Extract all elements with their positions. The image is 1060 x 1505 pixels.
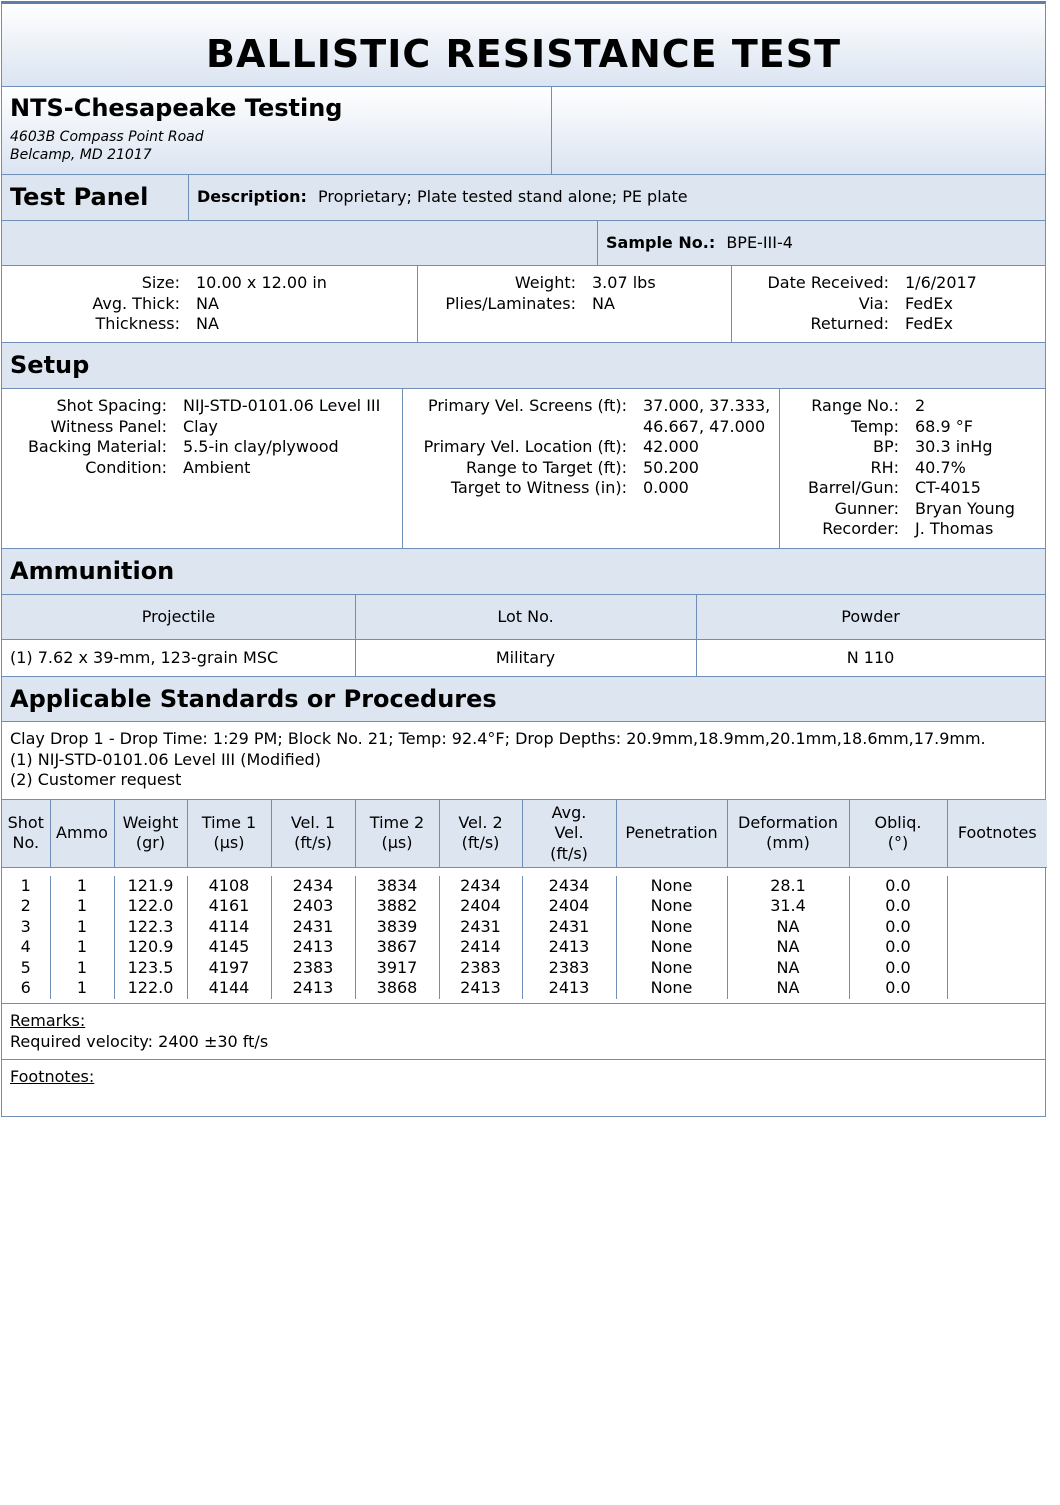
shots-col-header-line: Penetration — [625, 823, 718, 842]
table-row — [2, 917, 1047, 938]
shots-col-header — [849, 800, 947, 867]
table-cell: NA — [727, 917, 849, 938]
table-cell: 1 — [2, 876, 50, 897]
table-cell: 3839 — [355, 917, 439, 938]
vel-screens-value-2: 46.667, 47.000 — [643, 416, 766, 436]
col-lot: Lot No. — [497, 607, 554, 626]
shot-spacing-label: Shot Spacing: — [56, 396, 167, 415]
table-cell: 0.0 — [849, 978, 947, 999]
barrel-label: Barrel/Gun: — [807, 478, 899, 497]
ammunition-data-row — [1, 640, 1046, 677]
table-cell: 0.0 — [849, 958, 947, 979]
description-value: Proprietary; Plate tested stand alone; PE plate — [317, 187, 688, 206]
table-cell: 4108 — [187, 876, 271, 897]
shots-col-header — [616, 800, 727, 867]
standards-line-3: (2) Customer request — [10, 770, 182, 789]
shots-col-header-line: Obliq. — [874, 812, 922, 832]
table-cell: 2414 — [439, 937, 522, 958]
shots-col-header-line: Vel. 1 — [290, 812, 336, 832]
table-cell: 28.1 — [727, 876, 849, 897]
table-cell: 4161 — [187, 896, 271, 917]
shots-col-header — [2, 800, 50, 867]
target-witness-label: Target to Witness (in): — [450, 478, 627, 497]
title-bar — [1, 1, 1046, 87]
table-cell: 3868 — [355, 978, 439, 999]
thickness-value: NA — [196, 314, 219, 333]
standards-text-row — [1, 722, 1046, 800]
table-cell: 4145 — [187, 937, 271, 958]
plies-label: Plies/Laminates: — [445, 293, 576, 313]
setup-details-row — [1, 389, 1046, 549]
size-label: Size: — [141, 273, 180, 292]
table-row — [2, 958, 1047, 979]
table-cell: 1 — [50, 958, 114, 979]
test-panel-row — [1, 175, 1046, 221]
bp-label: BP: — [872, 437, 899, 456]
table-cell: 1 — [50, 876, 114, 897]
backing-label: Backing Material: — [27, 437, 167, 456]
lab-address-line2: Belcamp, MD 21017 — [10, 147, 152, 163]
remarks-label: Remarks: — [10, 1011, 86, 1030]
shots-col-header — [271, 800, 355, 867]
report-title: BALLISTIC RESISTANCE TEST — [205, 32, 841, 76]
table-cell: 31.4 — [727, 896, 849, 917]
table-cell: 4197 — [187, 958, 271, 979]
setup-heading: Setup — [10, 351, 90, 379]
table-cell: 123.5 — [114, 958, 187, 979]
shots-col-header-line: (ft/s) — [461, 833, 500, 853]
shots-col-header-line: Ammo — [56, 823, 108, 842]
table-cell: 122.3 — [114, 917, 187, 938]
condition-label: Condition: — [85, 457, 167, 477]
shots-col-header — [947, 800, 1047, 867]
projectile-value: (1) 7.62 x 39-mm, 123-grain MSC — [10, 648, 279, 667]
shots-col-header — [50, 800, 114, 867]
sample-row — [1, 221, 1046, 266]
shots-header-row — [2, 800, 1047, 867]
table-cell: 122.0 — [114, 896, 187, 917]
table-cell: 2404 — [522, 896, 616, 917]
bp-value: 30.3 inHg — [915, 437, 993, 456]
table-cell: None — [616, 937, 727, 958]
range-no-value: 2 — [915, 396, 926, 415]
witness-panel-label: Witness Panel: — [50, 416, 167, 436]
standards-heading-row — [1, 677, 1046, 722]
table-cell: 2383 — [271, 958, 355, 979]
table-cell: 1 — [50, 978, 114, 999]
standards-heading: Applicable Standards or Procedures — [10, 685, 497, 713]
shots-col-header-line: Time 2 — [369, 812, 425, 832]
table-cell: None — [616, 876, 727, 897]
shot-spacing-value: NIJ-STD-0101.06 Level III — [183, 396, 381, 415]
shots-col-header — [355, 800, 439, 867]
standards-line-2: (1) NIJ-STD-0101.06 Level III (Modified) — [10, 749, 321, 769]
shots-col-header — [727, 800, 849, 867]
table-cell: None — [616, 958, 727, 979]
table-cell: 2434 — [439, 876, 522, 897]
table-cell: 122.0 — [114, 978, 187, 999]
range-target-label: Range to Target (ft): — [465, 457, 627, 477]
backing-value: 5.5-in clay/plywood — [183, 437, 339, 456]
table-cell — [947, 958, 1047, 979]
table-cell: 3917 — [355, 958, 439, 979]
range-no-label: Range No.: — [811, 396, 899, 415]
table-cell: 2383 — [439, 958, 522, 979]
table-cell: 2383 — [522, 958, 616, 979]
returned-value: FedEx — [905, 314, 953, 333]
shots-col-header-line: Vel. — [554, 823, 584, 842]
table-row — [2, 937, 1047, 958]
remarks-row — [1, 1004, 1046, 1060]
description-label: Description: — [197, 187, 307, 206]
weight-label: Weight: — [514, 273, 576, 292]
sample-value: BPE-III-4 — [726, 233, 793, 252]
ammunition-heading-row — [1, 549, 1046, 595]
table-cell: 4144 — [187, 978, 271, 999]
shots-col-header-line: Time 1 — [201, 812, 257, 832]
temp-value: 68.9 °F — [915, 416, 973, 436]
standards-line-1: Clay Drop 1 - Drop Time: 1:29 PM; Block No. 21; Temp: 92.4°F; Drop Depths: 20.9mm,18.9mm,20.1mm,18.6mm,17.9mm. — [10, 729, 986, 748]
table-cell: 121.9 — [114, 876, 187, 897]
rh-value: 40.7% — [915, 457, 966, 477]
table-cell: 4114 — [187, 917, 271, 938]
table-cell: 2413 — [522, 978, 616, 999]
table-cell: 2434 — [271, 876, 355, 897]
table-cell: 2 — [2, 896, 50, 917]
sample-label: Sample No.: — [606, 233, 716, 252]
via-label: Via: — [858, 293, 889, 313]
shots-col-header-line: (°) — [887, 833, 909, 853]
panel-properties-row — [1, 266, 1046, 343]
size-value: 10.00 x 12.00 in — [196, 273, 327, 292]
table-cell: NA — [727, 937, 849, 958]
table-cell: 0.0 — [849, 876, 947, 897]
table-cell — [947, 876, 1047, 897]
table-cell: 3882 — [355, 896, 439, 917]
avg-thick-value: NA — [196, 293, 219, 313]
table-cell: None — [616, 896, 727, 917]
gunner-label: Gunner: — [834, 498, 899, 518]
shots-table-body — [2, 867, 1047, 1005]
avg-thick-label: Avg. Thick: — [92, 293, 180, 313]
barrel-value: CT-4015 — [915, 478, 981, 497]
plies-value: NA — [592, 293, 615, 313]
recorder-value: J. Thomas — [915, 519, 994, 538]
shots-col-header — [187, 800, 271, 867]
range-target-value: 50.200 — [643, 457, 699, 477]
table-cell: 2413 — [439, 978, 522, 999]
test-panel-heading: Test Panel — [10, 183, 149, 211]
table-cell — [947, 896, 1047, 917]
table-cell: 1 — [50, 937, 114, 958]
gunner-value: Bryan Young — [915, 498, 1015, 518]
table-cell: 2413 — [522, 937, 616, 958]
lab-name: NTS-Chesapeake Testing — [10, 94, 343, 122]
weight-value: 3.07 lbs — [592, 273, 656, 292]
table-cell: 6 — [2, 978, 50, 999]
shots-col-header-line: (ft/s) — [294, 833, 332, 853]
ammunition-header-row — [1, 595, 1046, 640]
table-cell: 3 — [2, 917, 50, 938]
col-powder: Powder — [841, 607, 900, 626]
vel-screens-label: Primary Vel. Screens (ft): — [427, 396, 627, 415]
footnotes-label: Footnotes: — [10, 1067, 95, 1086]
shots-col-header — [522, 800, 616, 867]
table-cell: 2413 — [271, 978, 355, 999]
col-projectile: Projectile — [141, 607, 216, 626]
shots-col-header-line: (gr) — [135, 833, 166, 853]
table-cell: 2431 — [271, 917, 355, 938]
date-received-value: 1/6/2017 — [905, 273, 977, 292]
shots-table — [2, 800, 1047, 1005]
table-cell: 1 — [50, 896, 114, 917]
table-cell: 1 — [50, 917, 114, 938]
remarks-text: Required velocity: 2400 ±30 ft/s — [10, 1031, 269, 1051]
vel-location-value: 42.000 — [643, 437, 699, 456]
shots-col-header-line: (mm) — [766, 833, 810, 853]
vel-location-label: Primary Vel. Location (ft): — [423, 437, 627, 456]
table-cell: 2413 — [271, 937, 355, 958]
table-cell — [947, 937, 1047, 958]
table-cell: None — [616, 917, 727, 938]
powder-value: N 110 — [846, 648, 895, 667]
shots-col-header-line: Weight — [122, 812, 179, 832]
table-cell: 0.0 — [849, 896, 947, 917]
shots-col-header-line: Avg. — [551, 802, 587, 822]
table-cell: 2431 — [439, 917, 522, 938]
shots-col-header-line: No. — [12, 833, 40, 853]
footnotes-row — [1, 1060, 1046, 1117]
table-cell: 2404 — [439, 896, 522, 917]
table-cell — [947, 978, 1047, 999]
table-cell: 3834 — [355, 876, 439, 897]
table-cell: 4 — [2, 937, 50, 958]
thickness-label: Thickness: — [95, 314, 180, 333]
returned-label: Returned: — [810, 314, 889, 333]
shots-col-header-line: (ft/s) — [550, 843, 588, 863]
lab-address-line1: 4603B Compass Point Road — [10, 129, 204, 145]
shots-col-header — [114, 800, 187, 867]
setup-heading-row — [1, 343, 1046, 389]
lab-info-row — [1, 87, 1046, 175]
table-cell: 3867 — [355, 937, 439, 958]
table-cell: 0.0 — [849, 917, 947, 938]
via-value: FedEx — [905, 293, 953, 313]
shots-col-header-line: Deformation — [738, 812, 838, 832]
shots-col-header-line: Shot — [7, 812, 44, 832]
shots-col-header-line: Vel. 2 — [458, 812, 503, 832]
table-cell: 2434 — [522, 876, 616, 897]
table-cell — [947, 917, 1047, 938]
ammunition-heading: Ammunition — [10, 557, 175, 585]
shots-col-header-line: Footnotes — [957, 823, 1037, 842]
shots-table-container — [1, 800, 1046, 1004]
table-cell: None — [616, 978, 727, 999]
shots-col-header — [439, 800, 522, 867]
table-cell: 120.9 — [114, 937, 187, 958]
table-row — [2, 876, 1047, 897]
table-cell: 2403 — [271, 896, 355, 917]
date-received-label: Date Received: — [767, 273, 889, 292]
table-cell: NA — [727, 958, 849, 979]
recorder-label: Recorder: — [822, 519, 899, 538]
shots-col-header-line: (μs) — [213, 833, 245, 853]
vel-screens-value-1: 37.000, 37.333, — [643, 396, 771, 415]
temp-label: Temp: — [850, 416, 899, 436]
lot-value: Military — [495, 648, 556, 667]
table-cell: 0.0 — [849, 937, 947, 958]
shots-col-header-line: (μs) — [381, 833, 413, 853]
table-cell: 2431 — [522, 917, 616, 938]
table-row — [2, 978, 1047, 999]
target-witness-value: 0.000 — [643, 478, 689, 497]
witness-panel-value: Clay — [183, 416, 218, 436]
table-row — [2, 896, 1047, 917]
table-cell: NA — [727, 978, 849, 999]
rh-label: RH: — [870, 457, 899, 477]
condition-value: Ambient — [183, 457, 251, 477]
table-cell: 5 — [2, 958, 50, 979]
